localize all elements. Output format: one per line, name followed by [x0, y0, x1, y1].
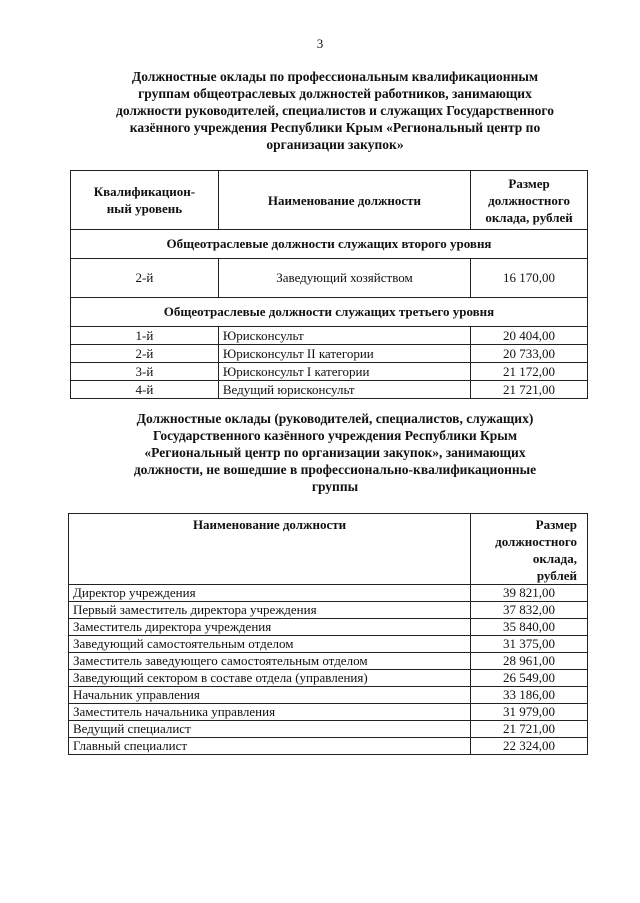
header-text: рублей	[536, 568, 577, 583]
cell-salary: 31 375,00	[471, 636, 588, 653]
header-position: Наименование должности	[69, 514, 471, 585]
cell-level: 4-й	[71, 381, 219, 399]
cell-position: Начальник управления	[69, 687, 471, 704]
cell-salary: 22 324,00	[471, 738, 588, 755]
table-header-row	[71, 171, 588, 230]
section-heading-2	[80, 410, 590, 495]
header-text: должностного	[495, 534, 577, 549]
cell-level: 2-й	[71, 259, 219, 298]
heading-line: группам общеотраслевых должностей работников, занимающих	[138, 86, 532, 101]
table-row	[69, 585, 588, 602]
heading-line: группы	[311, 479, 359, 494]
cell-salary: 35 840,00	[471, 619, 588, 636]
heading-line: казённого учреждения Республики Крым «Региональный центр по	[129, 120, 541, 135]
header-text: оклада,	[532, 551, 577, 566]
cell-position: Ведущий специалист	[69, 721, 471, 738]
cell-level: 3-й	[71, 363, 219, 381]
header-text: ный уровень	[106, 201, 183, 216]
cell-salary: 20 733,00	[471, 345, 588, 363]
cell-position: Директор учреждения	[69, 585, 471, 602]
cell-salary: 26 549,00	[471, 670, 588, 687]
heading-line: «Региональный центр по организации закупок», занимающих	[144, 445, 526, 460]
table-row	[71, 259, 588, 298]
table-row	[71, 363, 588, 381]
cell-salary: 37 832,00	[471, 602, 588, 619]
table-row	[71, 381, 588, 399]
heading-line: должности руководителей, специалистов и служащих Государственного	[116, 103, 554, 118]
section-title: Общеотраслевые должности служащих второго уровня	[71, 230, 588, 259]
page-number: 3	[316, 36, 324, 51]
cell-position: Заместитель заведующего самостоятельным отделом	[69, 653, 471, 670]
header-text: Размер	[508, 175, 550, 191]
section-title: Общеотраслевые должности служащих третьего уровня	[71, 298, 588, 327]
table-row	[71, 345, 588, 363]
section-heading-1	[80, 68, 590, 153]
salary-table-qualification-groups	[70, 170, 588, 399]
heading-line: организации закупок»	[266, 137, 404, 152]
heading-line: Должностные оклады по профессиональным квалификационным	[131, 69, 539, 84]
header-text: оклада, рублей	[485, 209, 573, 225]
cell-salary: 39 821,00	[471, 585, 588, 602]
header-text: должностного	[488, 192, 570, 208]
cell-position: Первый заместитель директора учреждения	[69, 602, 471, 619]
cell-position: Заместитель начальника управления	[69, 704, 471, 721]
cell-position: Юрисконсульт II категории	[218, 345, 470, 363]
cell-salary: 21 172,00	[471, 363, 588, 381]
header-salary	[471, 171, 588, 230]
table-row	[69, 687, 588, 704]
cell-salary: 21 721,00	[471, 721, 588, 738]
cell-level: 1-й	[71, 327, 219, 345]
cell-position: Главный специалист	[69, 738, 471, 755]
cell-position: Заведующий хозяйством	[218, 259, 470, 298]
cell-position: Заведующий сектором в составе отдела (управления)	[69, 670, 471, 687]
cell-position: Юрисконсульт I категории	[218, 363, 470, 381]
section-row	[71, 298, 588, 327]
cell-position: Заместитель директора учреждения	[69, 619, 471, 636]
header-salary	[471, 514, 588, 585]
cell-salary: 21 721,00	[471, 381, 588, 399]
header-position: Наименование должности	[218, 171, 470, 230]
table-row	[69, 619, 588, 636]
cell-position: Заведующий самостоятельным отделом	[69, 636, 471, 653]
cell-level: 2-й	[71, 345, 219, 363]
header-level	[71, 171, 219, 230]
salary-table-other-positions	[68, 513, 588, 755]
table-row	[69, 721, 588, 738]
table-row	[69, 704, 588, 721]
table-row	[69, 636, 588, 653]
cell-salary: 16 170,00	[471, 259, 588, 298]
header-text: Квалификацион-	[93, 184, 196, 199]
table-row	[71, 327, 588, 345]
table-row	[69, 738, 588, 755]
cell-salary: 33 186,00	[471, 687, 588, 704]
heading-line: Должностные оклады (руководителей, специалистов, служащих)	[136, 411, 534, 426]
cell-position: Юрисконсульт	[218, 327, 470, 345]
heading-line: Государственного казённого учреждения Республики Крым	[152, 428, 518, 443]
cell-salary: 20 404,00	[471, 327, 588, 345]
cell-salary: 31 979,00	[471, 704, 588, 721]
table-row	[69, 670, 588, 687]
header-text: Размер	[535, 517, 577, 532]
table-row	[69, 653, 588, 670]
table-header-row	[69, 514, 588, 585]
heading-line: должности, не вошедшие в профессионально-квалификационные	[133, 462, 537, 477]
cell-salary: 28 961,00	[471, 653, 588, 670]
section-row	[71, 230, 588, 259]
table-row	[69, 602, 588, 619]
cell-position: Ведущий юрисконсульт	[218, 381, 470, 399]
